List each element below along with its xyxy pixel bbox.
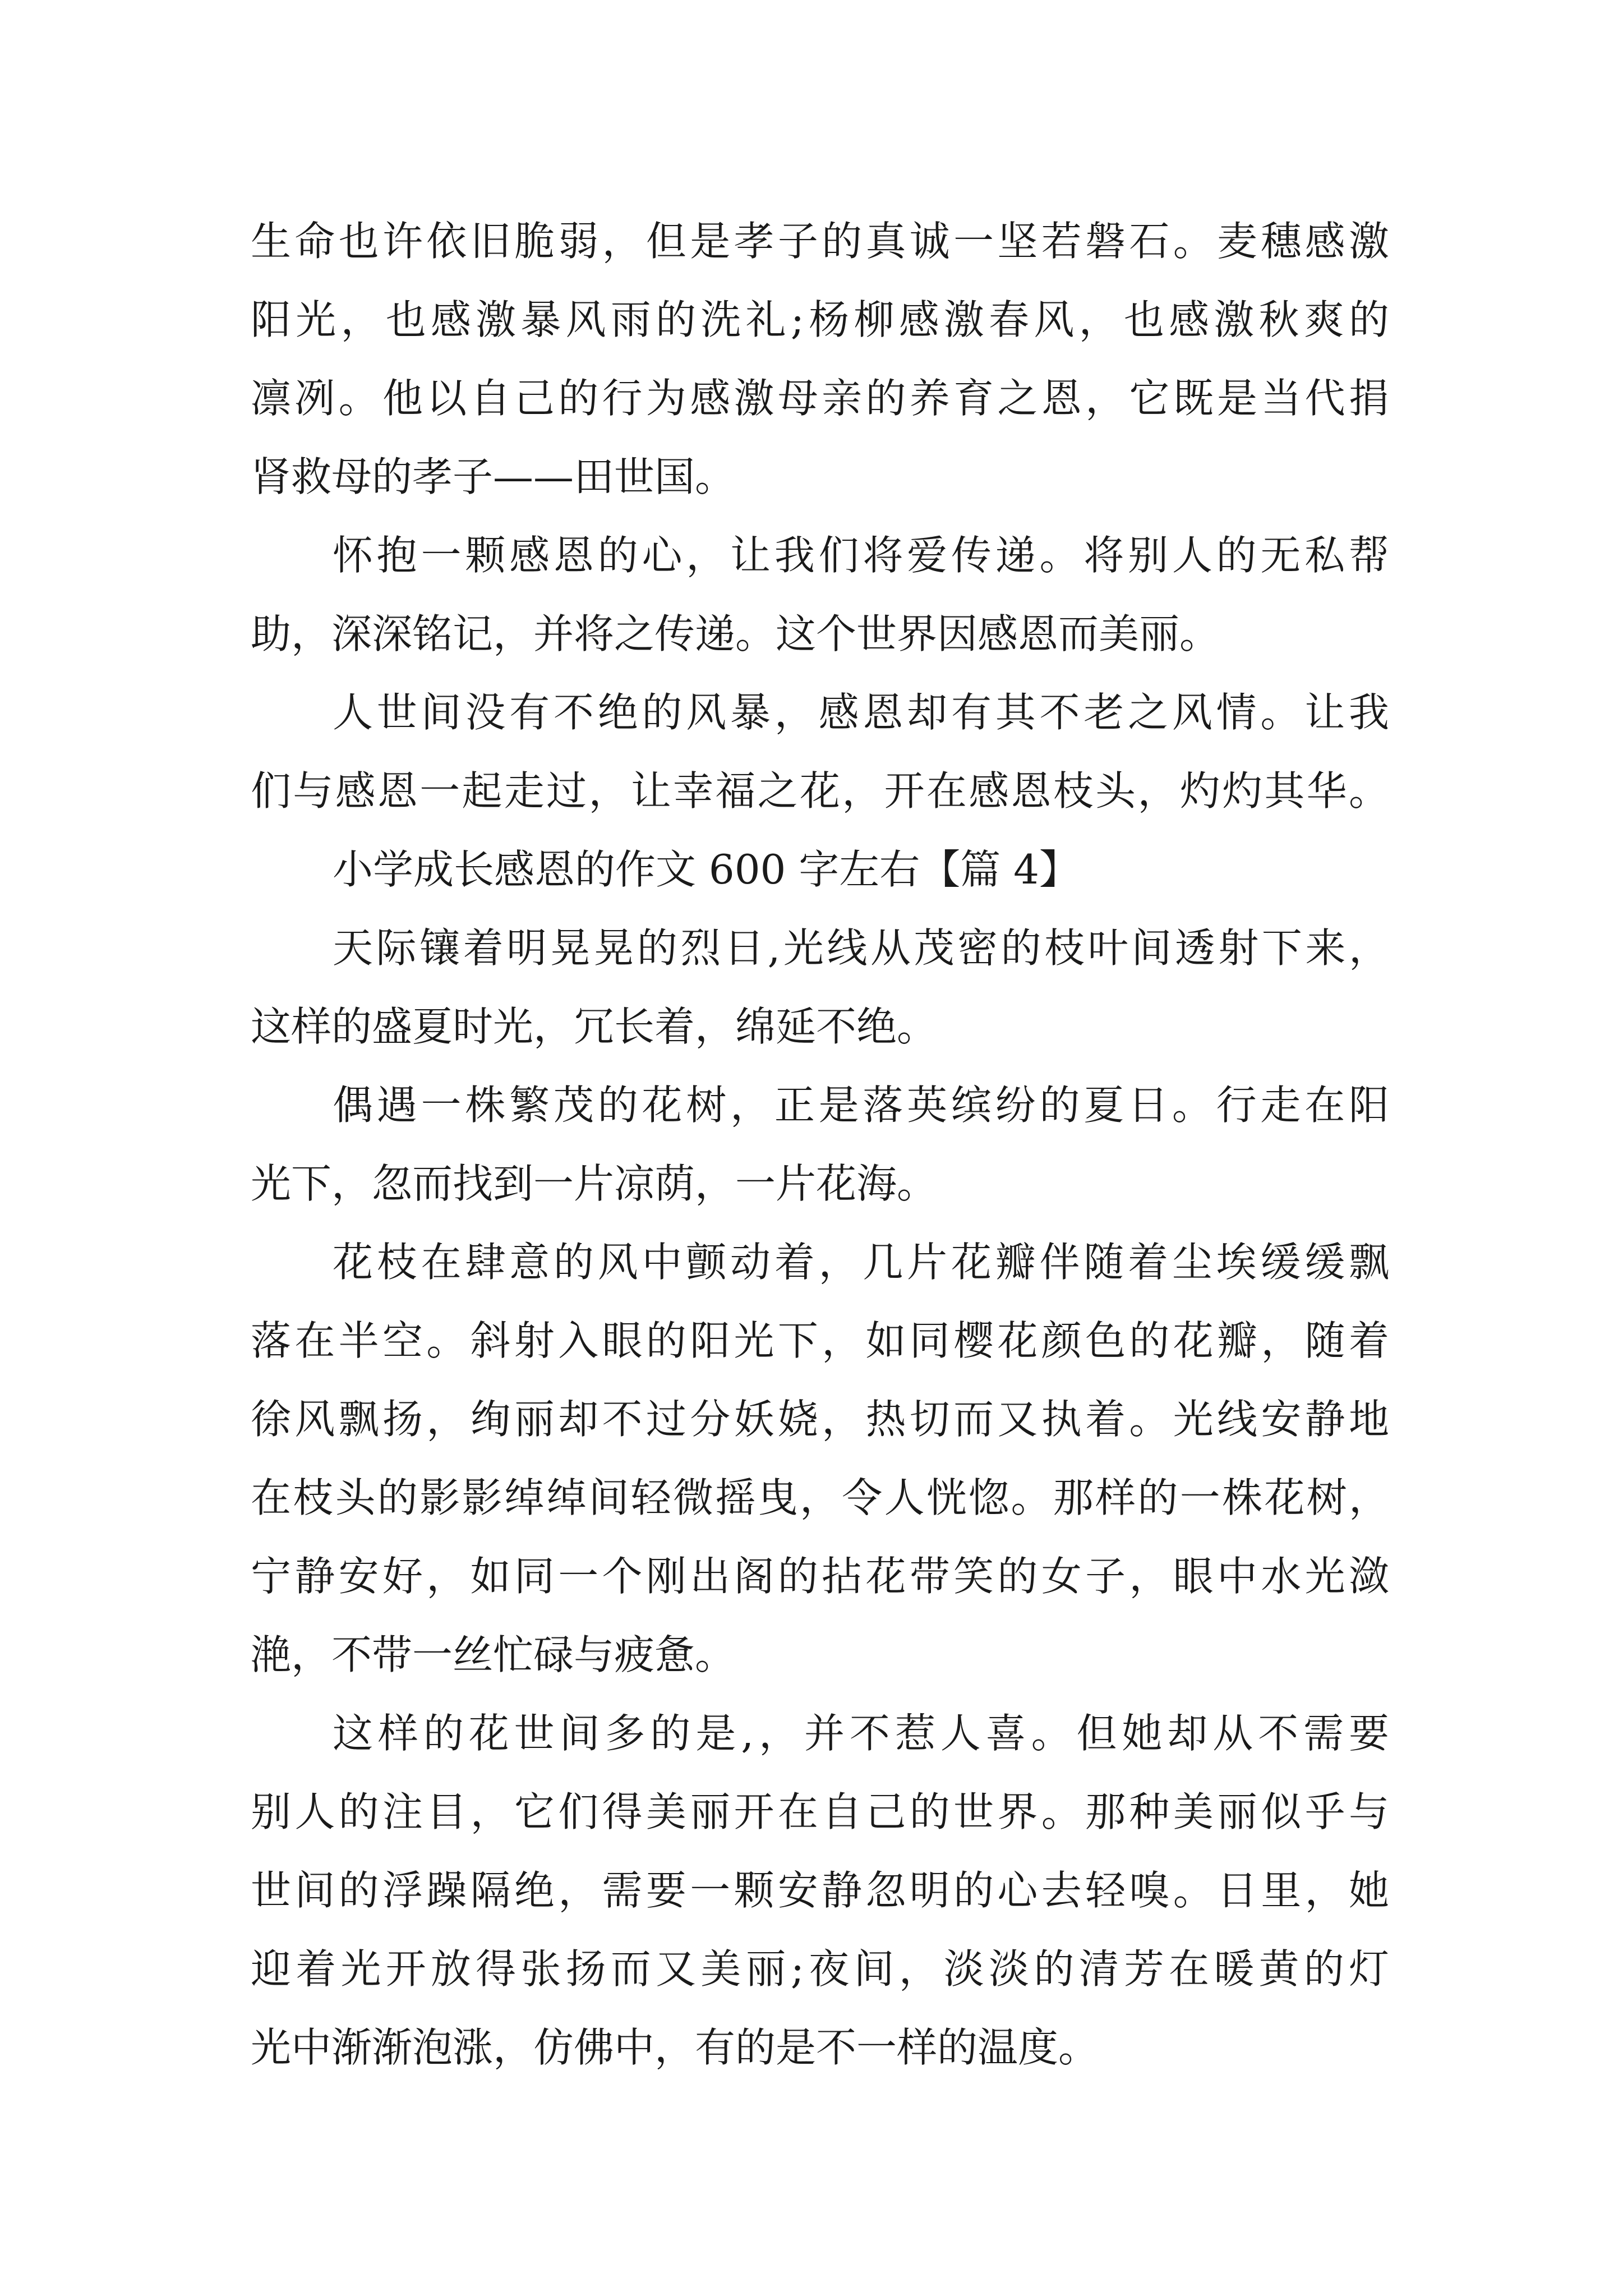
text-line-19: 滟，不带一丝忙碌与疲惫。 bbox=[251, 1631, 736, 1678]
text-line-23: 迎着光开放得张扬而又美丽;夜间，淡淡的清芳在暖黄的灯 bbox=[251, 1945, 1389, 1993]
text-line-21: 别人的注目，它们得美丽开在自己的世界。那种美丽似乎与 bbox=[251, 1788, 1389, 1835]
text-line-4: 肾救母的孝子——田世国。 bbox=[251, 453, 736, 500]
text-line-20: 这样的花世间多的是,，并不惹人喜。但她却从不需要 bbox=[333, 1710, 1389, 1757]
text-line-5: 怀抱一颗感恩的心，让我们将爱传递。将别人的无私帮 bbox=[333, 532, 1389, 579]
text-line-16: 徐风飘扬，绚丽却不过分妖娆，热切而又执着。光线安静地 bbox=[251, 1396, 1389, 1443]
text-line-12: 偶遇一株繁茂的花树，正是落英缤纷的夏日。行走在阳 bbox=[333, 1082, 1389, 1129]
text-line-2: 阳光，也感激暴风雨的洗礼;杨柳感激春风，也感激秋爽的 bbox=[251, 296, 1389, 343]
text-line-24: 光中渐渐泡涨，仿佛中，有的是不一样的温度。 bbox=[251, 2024, 1099, 2071]
text-line-14: 花枝在肆意的风中颤动着，几片花瓣伴随着尘埃缓缓飘 bbox=[333, 1239, 1389, 1286]
text-line-13: 光下，忽而找到一片凉荫，一片花海。 bbox=[251, 1160, 938, 1207]
text-line-11: 这样的盛夏时光，冗长着，绵延不绝。 bbox=[251, 1003, 938, 1050]
text-line-1: 生命也许依旧脆弱，但是孝子的真诚一坚若磐石。麦穗感激 bbox=[251, 218, 1389, 265]
text-line-6: 助，深深铭记，并将之传递。这个世界因感恩而美丽。 bbox=[251, 610, 1220, 657]
text-line-7: 人世间没有不绝的风暴，感恩却有其不老之风情。让我 bbox=[333, 689, 1389, 736]
text-line-22: 世间的浮躁隔绝，需要一颗安静忽明的心去轻嗅。日里，她 bbox=[251, 1867, 1389, 1914]
text-line-17: 在枝头的影影绰绰间轻微摇曳，令人恍惚。那样的一株花树， bbox=[251, 1474, 1389, 1521]
section-heading: 小学成长感恩的作文 600 字左右【篇 4】 bbox=[333, 846, 1080, 893]
body-text bbox=[251, 202, 1389, 2087]
text-line-10: 天际镶着明晃晃的烈日,光线从茂密的枝叶间透射下来， bbox=[333, 924, 1389, 972]
text-line-3: 凛冽。他以自己的行为感激母亲的养育之恩，它既是当代捐 bbox=[251, 375, 1389, 422]
text-line-18: 宁静安好，如同一个刚出阁的拈花带笑的女子，眼中水光潋 bbox=[251, 1553, 1389, 1600]
text-line-15: 落在半空。斜射入眼的阳光下，如同樱花颜色的花瓣，随着 bbox=[251, 1317, 1389, 1364]
text-line-8: 们与感恩一起走过，让幸福之花，开在感恩枝头，灼灼其华。 bbox=[251, 767, 1389, 815]
